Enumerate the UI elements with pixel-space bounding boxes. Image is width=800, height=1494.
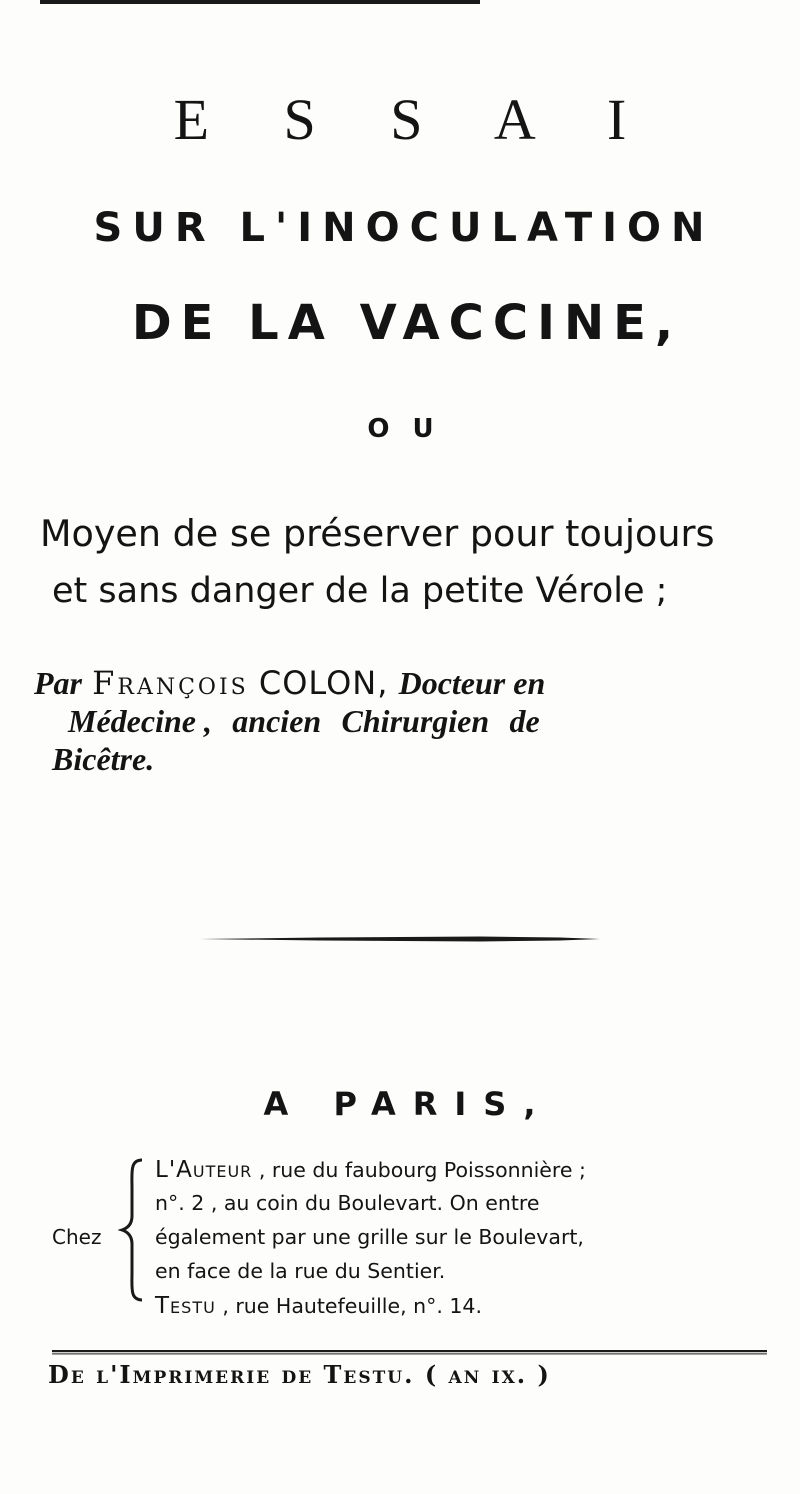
ornamental-rule <box>200 936 600 942</box>
author-line-2 <box>68 702 540 740</box>
address-line-2 <box>155 1191 539 1215</box>
address-line-2-text: n°. 2 , au coin du Boulevart. On entre <box>155 1191 540 1215</box>
address-testu: Testu <box>155 1293 216 1319</box>
author-title-a: Docteur en <box>398 665 546 701</box>
address-line-3 <box>155 1225 584 1249</box>
address-line-3-text: également par une grille sur le Boulevart, <box>155 1225 584 1249</box>
author-title-d: Chirurgien <box>341 703 490 739</box>
author-first-name: François <box>92 664 249 702</box>
author-line-3 <box>52 740 154 778</box>
double-rule <box>52 1350 767 1355</box>
address-line-5-text: , rue Hautefeuille, n°. 14. <box>222 1294 482 1318</box>
address-line-4-text: en face de la rue du Sentier. <box>155 1259 446 1283</box>
author-last-name: COLON, <box>258 664 389 702</box>
author-title-b: Médecine , <box>68 703 212 739</box>
title-sur-linoculation: SUR L'INOCULATION <box>93 205 715 251</box>
author-title-e: de <box>509 703 540 739</box>
city-a-paris: A PARIS, <box>263 1085 553 1123</box>
address-line-5 <box>155 1293 482 1319</box>
top-rule <box>40 0 480 4</box>
title-essai: E S S A I <box>173 87 657 152</box>
address-auteur: L'Auteur <box>155 1157 253 1183</box>
title-de-la-vaccine: DE LA VACCINE, <box>131 295 683 351</box>
curly-brace-icon <box>118 1158 148 1302</box>
address-line-1-text: , rue du faubourg Poissonnière ; <box>258 1158 586 1182</box>
imprint-line: De l'Imprimerie de Testu. ( an ix. ) <box>48 1360 551 1389</box>
title-ou: O U <box>367 414 441 444</box>
address-line-4 <box>155 1259 445 1283</box>
author-place: Bicêtre. <box>52 741 155 777</box>
subtitle-line-2: et sans danger de la petite Vérole ; <box>52 571 668 611</box>
author-par: Par <box>34 665 82 701</box>
address-line-1 <box>155 1157 586 1183</box>
subtitle-line-1: Moyen de se préserver pour toujours <box>40 512 715 555</box>
author-title-c: ancien <box>232 703 322 739</box>
chez-label: Chez <box>52 1225 102 1249</box>
author-line-1 <box>34 664 545 702</box>
